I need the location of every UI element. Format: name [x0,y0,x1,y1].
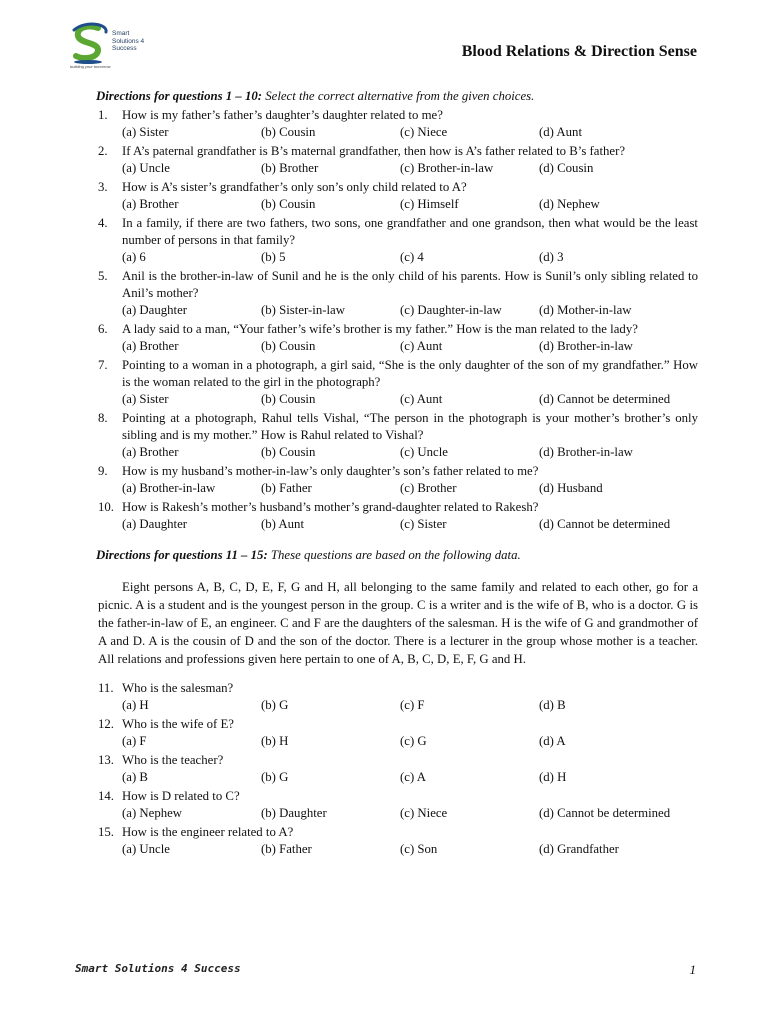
answer-option: (c) Brother-in-law [400,161,494,175]
answer-option: (d) A [539,734,566,748]
answer-options [98,338,698,355]
question-text: How is Rakesh’s mother’s husband’s mother’s grand-daughter related to Rakesh? [122,500,539,514]
answer-option: (a) Uncle [122,161,170,175]
answer-options [98,249,698,266]
answer-options [98,516,698,533]
answer-option: (a) Brother [122,445,179,459]
question-text: In a family, if there are two fathers, two sons, one grandfather and one grandson, then what would be the least number of persons in that family? [122,216,698,247]
answer-option: (b) Daughter [261,806,327,820]
question [98,752,698,769]
question [98,107,698,124]
answer-option: (c) 4 [400,250,424,264]
answer-option: (d) Mother-in-law [539,303,632,317]
question-text: Anil is the brother-in-law of Sunil and he is the only child of his parents. How is Sunil’s only sibling related to Anil’s mother? [122,269,698,300]
question-list-1 [98,107,698,533]
question-number: 5. [98,269,108,283]
answer-option: (b) Aunt [261,517,305,531]
answer-option: (c) Aunt [400,392,443,406]
answer-option: (b) Brother [261,161,319,175]
question-text: How is A’s sister’s grandfather’s only son’s only child related to A? [122,180,467,194]
question-text: How is my husband’s mother-in-law’s only daughter’s son’s father related to me? [122,464,539,478]
answer-option: (a) Sister [122,125,169,139]
answer-option: (b) Cousin [261,125,316,139]
question-text: Pointing to a woman in a photograph, a girl said, “She is the only daughter of the son of my grandfather.” How is the woman related to the girl in the photograph? [122,358,698,389]
answer-option: (b) Sister-in-law [261,303,345,317]
answer-options [98,769,698,786]
answer-option: (a) F [122,734,147,748]
answer-option: (d) Brother-in-law [539,445,633,459]
answer-option: (c) Aunt [400,339,443,353]
question-number: 7. [98,358,108,372]
answer-option: (d) Nephew [539,197,600,211]
answer-options [98,302,698,319]
directions-2: Directions for questions 11 – 15: These questions are based on the following data. [96,548,521,562]
question-number: 14. [98,789,114,803]
answer-option: (b) G [261,698,289,712]
answer-option: (d) Husband [539,481,603,495]
answer-option: (a) B [122,770,148,784]
answer-option: (c) Niece [400,806,448,820]
logo-tagline: building your tomorrow [70,64,111,69]
question [98,680,698,697]
answer-option: (b) Father [261,481,312,495]
answer-options [98,196,698,213]
answer-option: (d) Cousin [539,161,594,175]
answer-option: (c) A [400,770,426,784]
answer-option: (a) Brother [122,339,179,353]
answer-options [98,841,698,858]
answer-options [98,733,698,750]
question-number: 13. [98,753,114,767]
data-paragraph: Eight persons A, B, C, D, E, F, G and H, all belonging to the same family and related to each other, go for a picnic. A is a student and is the youngest person in the group. C is a writer and is the wife of B, who is a doctor. G is the father-in-law of E, an engineer. C and F are the daughters of the salesman. H is the wife of G and grandmother of A and D. A is the cousin of D and the son of the doctor. There is a lecturer in the group whose mother is a teacher. All relations and professions given here pertain to one of A, B, C, D, E, F, G and H. [98,580,698,666]
question-number: 11. [98,681,114,695]
question-number: 8. [98,411,108,425]
answer-option: (c) Sister [400,517,447,531]
answer-options [98,805,698,822]
answer-option: (b) Father [261,842,312,856]
question [98,499,698,516]
answer-option: (c) G [400,734,427,748]
answer-option: (a) Sister [122,392,169,406]
question-text: Who is the salesman? [122,681,234,695]
answer-options [98,697,698,714]
question-number: 9. [98,464,108,478]
answer-option: (b) Cousin [261,392,316,406]
question [98,215,698,249]
answer-options [98,160,698,177]
answer-option: (a) Daughter [122,303,188,317]
answer-option: (b) Cousin [261,339,316,353]
question-text: How is the engineer related to A? [122,825,294,839]
answer-option: (d) Brother-in-law [539,339,633,353]
question [98,824,698,841]
answer-option: (d) Grandfather [539,842,619,856]
answer-option: (a) Nephew [122,806,183,820]
question-number: 2. [98,144,108,158]
question [98,410,698,444]
document-body [98,88,698,860]
question [98,788,698,805]
question-number: 10. [98,500,114,514]
question-number: 6. [98,322,108,336]
answer-option: (b) 5 [261,250,286,264]
answer-option: (a) Uncle [122,842,170,856]
answer-option: (d) H [539,770,567,784]
answer-option: (c) Brother [400,481,457,495]
answer-option: (d) B [539,698,566,712]
answer-option: (a) 6 [122,250,146,264]
footer-brand: Smart Solutions 4 Success [75,962,241,975]
question-number: 15. [98,825,114,839]
question-text: Pointing at a photograph, Rahul tells Vishal, “The person in the photograph is your mother’s brother’s only sibling and is my mother.” How is Rahul related to Vishal? [122,411,698,442]
answer-option: (b) H [261,734,289,748]
question-number: 1. [98,108,108,122]
answer-option: (a) H [122,698,149,712]
answer-options [98,124,698,141]
question-text: How is my father’s father’s daughter’s daughter related to me? [122,108,443,122]
question [98,321,698,338]
answer-option: (c) Himself [400,197,459,211]
page-number: 1 [689,962,696,977]
answer-options [98,444,698,461]
question-number: 3. [98,180,108,194]
answer-option: (c) Niece [400,125,448,139]
answer-option: (d) Cannot be determined [539,806,671,820]
question-text: How is D related to C? [122,789,240,803]
document-title: Blood Relations & Direction Sense [461,43,697,60]
directions-1: Directions for questions 1 – 10: Select the correct alternative from the given choices. [96,89,535,103]
answer-option: (b) Cousin [261,445,316,459]
company-logo [68,22,178,72]
question [98,143,698,160]
question [98,268,698,302]
question [98,463,698,480]
answer-options [98,480,698,497]
answer-option: (d) 3 [539,250,564,264]
answer-option: (a) Brother-in-law [122,481,216,495]
question-text: Who is the teacher? [122,753,224,767]
answer-option: (c) F [400,698,425,712]
answer-option: (b) Cousin [261,197,316,211]
answer-option: (c) Son [400,842,438,856]
logo-brand-text: Smart Solutions 4 Success [112,30,145,52]
question [98,357,698,391]
question-text: If A’s paternal grandfather is B’s maternal grandfather, then how is A’s father related to B’s father? [122,144,626,158]
question [98,179,698,196]
answer-option: (d) Aunt [539,125,583,139]
question-number: 4. [98,216,108,230]
answer-option: (b) G [261,770,289,784]
answer-option: (d) Cannot be determined [539,392,671,406]
answer-option: (a) Daughter [122,517,188,531]
question [98,716,698,733]
answer-option: (c) Uncle [400,445,448,459]
logo-s-icon [68,22,112,66]
answer-option: (a) Brother [122,197,179,211]
question-text: A lady said to a man, “Your father’s wife’s brother is my father.” How is the man related to the lady? [122,322,638,336]
question-list-2 [98,680,698,858]
answer-options [98,391,698,408]
question-text: Who is the wife of E? [122,717,234,731]
answer-option: (d) Cannot be determined [539,517,671,531]
question-number: 12. [98,717,114,731]
answer-option: (c) Daughter-in-law [400,303,502,317]
